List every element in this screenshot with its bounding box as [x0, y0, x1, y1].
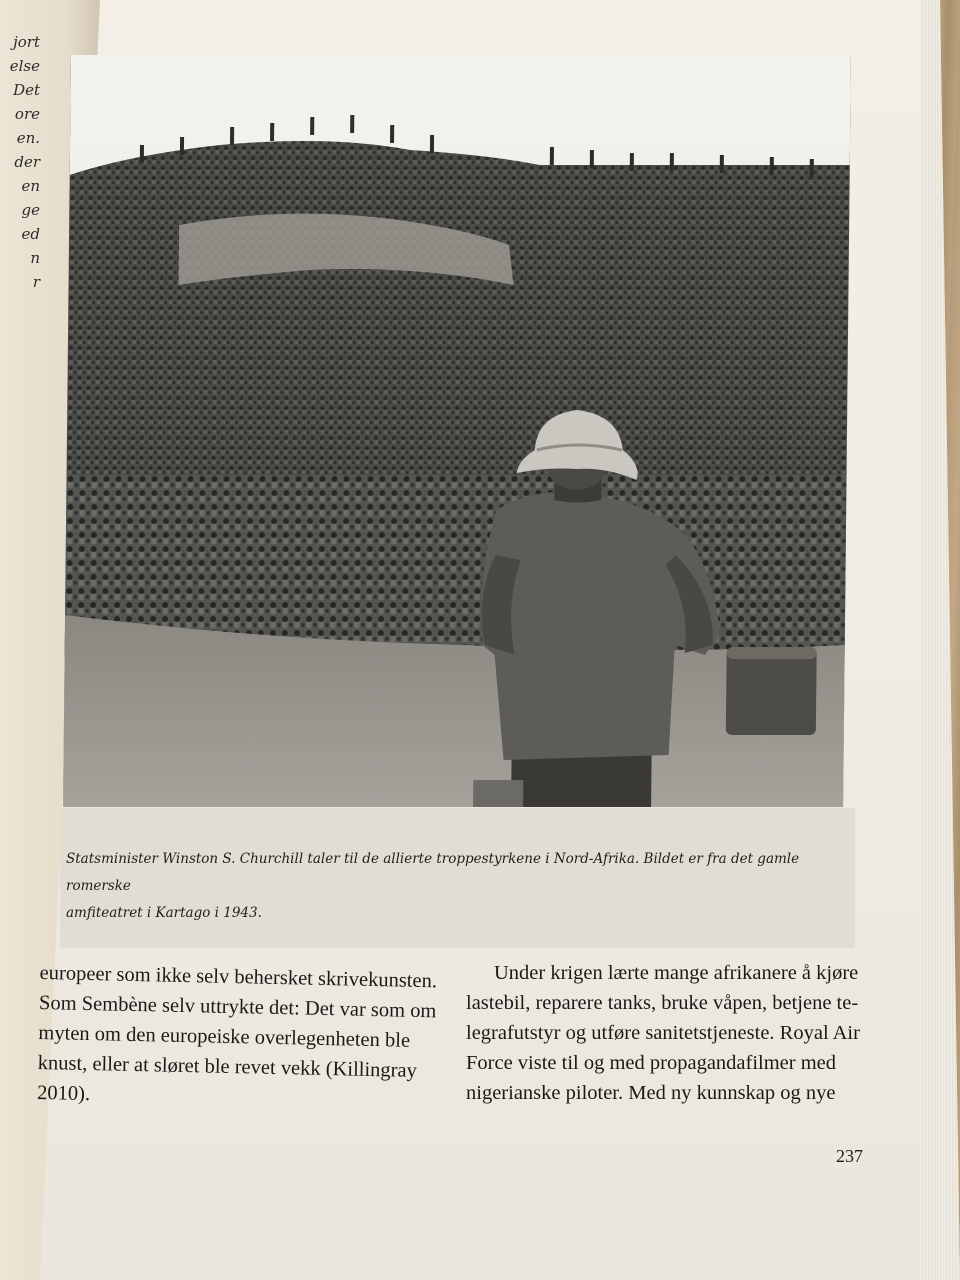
left-fragment: en.: [16, 129, 40, 147]
text-line: Som Sembène selv uttrykte det: Det var som om: [38, 991, 437, 1023]
left-fragment: jort: [13, 33, 40, 51]
left-fragment: der: [14, 153, 40, 171]
body-left-column: [37, 958, 445, 1116]
left-fragment: ed: [21, 225, 40, 243]
photo-caption: [60, 808, 855, 948]
text-line: Under krigen lærte mange afrikanere å kjøre: [494, 962, 859, 984]
left-fragment: n: [30, 249, 40, 267]
left-fragment: r: [32, 273, 40, 291]
caption-line-1: Statsminister Winston S. Churchill taler til de allierte troppestyrkene i Nord-Afrika. Bildet er fra det gamle romerske: [66, 851, 800, 894]
left-fragment: Det: [13, 81, 40, 99]
left-fragment: else: [9, 57, 40, 75]
left-fragment: ge: [21, 201, 40, 219]
page-number: 237: [836, 1146, 863, 1166]
text-line: Force viste til og med propagandafilmer med: [466, 1052, 837, 1074]
text-line: 2010).: [36, 1081, 91, 1106]
text-line: lastebil, reparere tanks, bruke våpen, betjene te-: [466, 992, 859, 1014]
text-line: knust, eller at sløret ble revet vekk (Killingray: [37, 1051, 418, 1082]
text-line: legrafutstyr og utføre sanitetstjeneste. Royal Air: [466, 1022, 860, 1044]
text-line: europeer som ikke selv behersket skrivekunsten.: [39, 961, 438, 993]
left-fragment: en: [21, 177, 40, 195]
photo-illustration: [63, 55, 851, 807]
caption-line-2: amfiteatret i Kartago i 1943.: [66, 905, 262, 921]
text-line: myten om den europeiske overlegenheten ble: [38, 1021, 411, 1052]
text-line: nigerianske piloter. Med ny kunnskap og nye: [466, 1082, 836, 1104]
left-page-text-fragments: [0, 30, 40, 294]
body-right-column: [466, 958, 862, 1108]
left-fragment: ore: [14, 105, 40, 123]
caption-text: [66, 846, 856, 927]
historical-photograph: [63, 55, 851, 807]
